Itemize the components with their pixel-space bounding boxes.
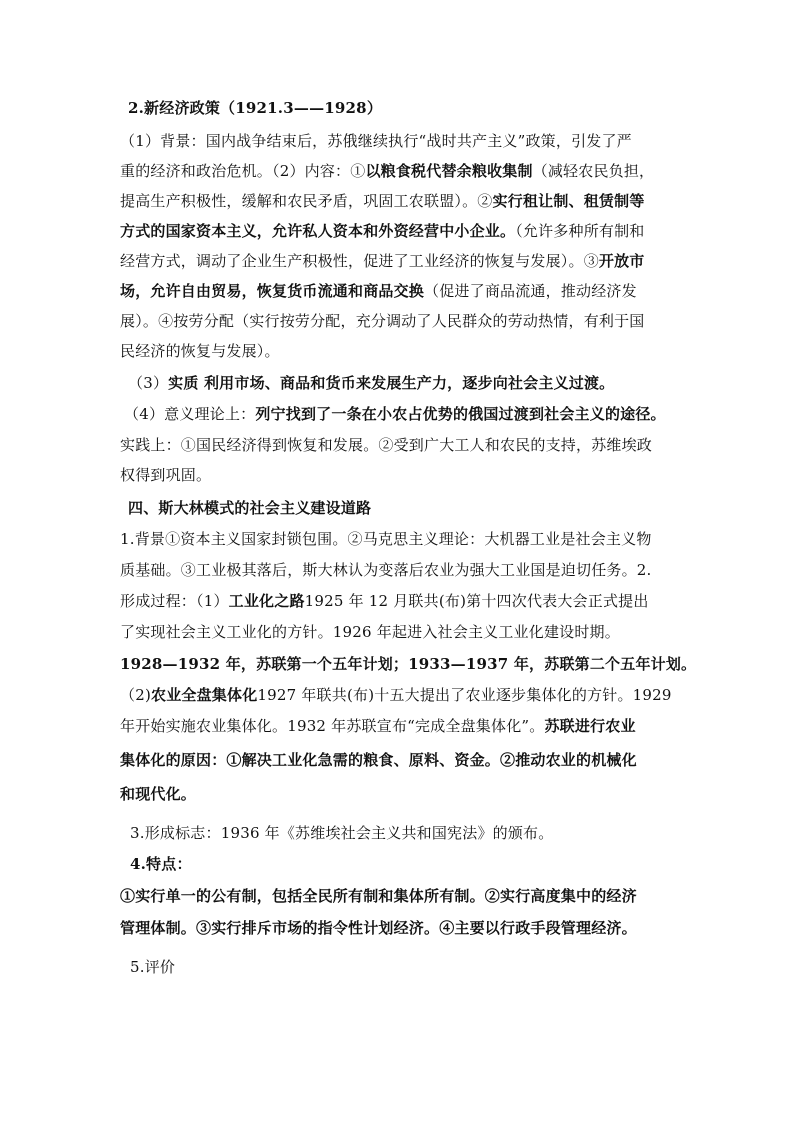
bold-text-run: 农业全盘集体化 bbox=[151, 686, 258, 704]
paragraph-line bbox=[120, 653, 696, 675]
text-run: （4）意义理论上： bbox=[124, 405, 256, 423]
bold-text-run: 1928—1932 年，苏联第一个五年计划；1933—1937 年，苏联第二个五年计划。 bbox=[120, 655, 697, 673]
paragraph-line bbox=[120, 190, 645, 212]
text-run: 展）。④按劳分配（实行按劳分配，充分调动了人民群众的劳动热情，有利于国 bbox=[120, 312, 645, 330]
paragraph-line bbox=[120, 434, 652, 456]
paragraph-line bbox=[120, 220, 645, 242]
section-heading-stalin-model bbox=[128, 497, 371, 519]
section-heading-nep bbox=[128, 97, 382, 119]
bold-text-run: 实质 利用市场、商品和货币来发展生产力，逐步向社会主义过渡。 bbox=[168, 374, 615, 392]
text-run: （允许多种所有制和 bbox=[515, 222, 645, 240]
text-run: 5.评价 bbox=[130, 958, 176, 976]
bold-text-run: 列宁找到了一条在小农占优势的俄国过渡到社会主义的途径。 bbox=[255, 405, 666, 423]
text-run: 2.新经济政策（1921.3——1928） bbox=[128, 99, 383, 117]
paragraph-line bbox=[120, 783, 196, 805]
text-run: 提高生产积极性，缓解和农民矛盾，巩固工农联盟）。② bbox=[120, 192, 493, 210]
paragraph-line bbox=[120, 749, 637, 771]
paragraph-line bbox=[120, 621, 620, 643]
bold-text-run: 方式的国家资本主义，允许私人资本和外资经营中小企业。 bbox=[120, 222, 516, 240]
paragraph-line bbox=[120, 917, 637, 939]
text-run: （3） bbox=[128, 374, 169, 392]
text-run: （减轻农民负担， bbox=[532, 162, 655, 180]
text-run: 经营方式，调动了企业生产积极性，促进了工业经济的恢复与发展）。③ bbox=[120, 252, 599, 270]
text-run: 权得到巩固。 bbox=[120, 466, 212, 484]
text-run: 3.形成标志：1936 年《苏维埃社会主义共和国宪法》的颁布。 bbox=[130, 824, 554, 842]
paragraph-line bbox=[130, 956, 175, 978]
bold-text-run: 管理体制。③实行排斥市场的指令性计划经济。④主要以行政手段管理经济。 bbox=[120, 919, 637, 937]
paragraph-line bbox=[120, 130, 632, 152]
bold-text-run: 场，允许自由贸易，恢复货币流通和商品交换 bbox=[120, 282, 425, 300]
text-run: （1）背景：国内战争结束后，苏俄继续执行“战时共产主义”政策，引发了严 bbox=[120, 132, 632, 150]
text-run: 了实现社会主义工业化的方针。1926 年起进入社会主义工业化建设时期。 bbox=[120, 623, 620, 641]
paragraph-line bbox=[120, 340, 280, 362]
paragraph-line bbox=[120, 684, 672, 706]
bold-text-run: 苏联进行农业 bbox=[544, 717, 636, 735]
text-run: 形成过程：（1） bbox=[120, 592, 229, 610]
text-run: 1.背景①资本主义国家封锁包围。②马克思主义理论：大机器工业是社会主义物 bbox=[120, 530, 652, 548]
bold-text-run: 以粮食税代替余粮收集制 bbox=[365, 162, 533, 180]
text-run: 1927 年联共(布)十五大提出了农业逐步集体化的方针。1929 bbox=[257, 686, 672, 704]
bold-text-run: 工业化之路 bbox=[228, 592, 305, 610]
paragraph-line bbox=[120, 280, 637, 302]
paragraph-line bbox=[120, 559, 652, 581]
bold-text-run: 四、斯大林模式的社会主义建设道路 bbox=[128, 499, 372, 517]
paragraph-line bbox=[120, 310, 645, 332]
paragraph-line bbox=[130, 822, 553, 844]
text-run: 民经济的恢复与发展）。 bbox=[120, 342, 280, 360]
paragraph-line bbox=[120, 590, 649, 612]
bold-text-run: 和现代化。 bbox=[120, 785, 197, 803]
paragraph-line bbox=[128, 372, 614, 394]
paragraph-line bbox=[120, 250, 645, 272]
paragraph-line bbox=[120, 160, 654, 182]
paragraph-line bbox=[130, 853, 192, 875]
text-run: 年开始实施农业集体化。1932 年苏联宣布“完成全盘集体化”。 bbox=[120, 717, 545, 735]
text-run: 重的经济和政治危机。（2）内容：① bbox=[120, 162, 366, 180]
text-run: 1925 年 12 月联共(布)第十四次代表大会正式提出 bbox=[304, 592, 649, 610]
paragraph-line bbox=[120, 885, 637, 907]
text-run: 实践上：①国民经济得到恢复和发展。②受到广大工人和农民的支持，苏维埃政 bbox=[120, 436, 653, 454]
bold-text-run: 实行租让制、租赁制等 bbox=[492, 192, 645, 210]
paragraph-line bbox=[120, 715, 636, 737]
paragraph-line bbox=[120, 464, 211, 486]
paragraph-line bbox=[120, 528, 652, 550]
text-run: （促进了商品流通，推动经济发 bbox=[424, 282, 637, 300]
bold-text-run: 4.特点： bbox=[130, 855, 192, 873]
text-run: （2) bbox=[120, 686, 151, 704]
bold-text-run: 集体化的原因：①解决工业化急需的粮食、原料、资金。②推动农业的机械化 bbox=[120, 751, 637, 769]
bold-text-run: 开放市 bbox=[598, 252, 645, 270]
text-run: 质基础。③工业极其落后，斯大林认为变落后农业为强大工业国是迫切任务。2. bbox=[120, 561, 652, 579]
paragraph-line bbox=[124, 403, 666, 425]
bold-text-run: ①实行单一的公有制，包括全民所有制和集体所有制。②实行高度集中的经济 bbox=[120, 887, 637, 905]
